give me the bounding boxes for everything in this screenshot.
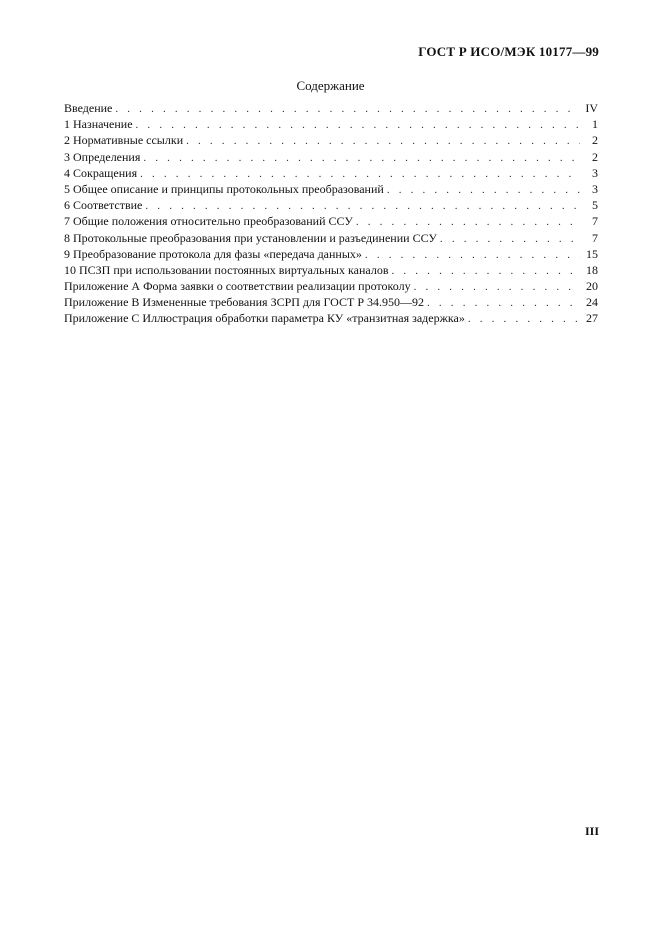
- toc-entry-page: 3: [592, 181, 598, 196]
- toc-entry-appendix-b[interactable]: [64, 294, 598, 310]
- toc-entry-page: 20: [586, 279, 598, 294]
- dot-leader: [115, 101, 580, 117]
- toc-entry-label: Приложение С Иллюстрация обработки параметра КУ «транзитная задержка»: [64, 311, 465, 326]
- toc-entry-1[interactable]: [64, 116, 598, 132]
- toc-entry-label: Приложение В Измененные требования ЗСРП для ГОСТ Р 34.950—92: [64, 295, 424, 310]
- toc-entry-page: 7: [592, 214, 598, 229]
- toc-entry-page: 1: [592, 117, 598, 132]
- toc-entry-page: 7: [592, 230, 598, 245]
- toc-entry-page: 15: [586, 246, 598, 261]
- toc-entry-7[interactable]: [64, 213, 598, 229]
- dot-leader: [427, 295, 580, 311]
- dot-leader: [365, 247, 580, 263]
- dot-leader: [414, 279, 580, 295]
- toc-entry-label: 3 Определения: [64, 149, 141, 164]
- toc-entry-3[interactable]: [64, 149, 598, 165]
- toc-entry-9[interactable]: [64, 246, 598, 262]
- toc-entry-page: 5: [592, 198, 598, 213]
- toc-entry-5[interactable]: [64, 181, 598, 197]
- dot-leader: [468, 311, 580, 327]
- toc-entry-10[interactable]: [64, 262, 598, 278]
- toc-entry-page: IV: [585, 101, 598, 115]
- toc-entry-label: 8 Протокольные преобразования при установлении и разъединении ССУ: [64, 230, 437, 245]
- toc-title: Содержание: [296, 78, 365, 93]
- toc-entry-label: 9 Преобразование протокола для фазы «передача данных»: [64, 246, 362, 261]
- toc-entry-4[interactable]: [64, 165, 598, 181]
- dot-leader: [440, 231, 580, 247]
- toc-entry-appendix-a[interactable]: [64, 278, 598, 294]
- toc-entry-label: Введение: [64, 101, 113, 115]
- toc-entry-label: Приложение А Форма заявки о соответствии реализации протоколу: [64, 279, 411, 294]
- document-header: ГОСТ Р ИСО/МЭК 10177—99: [418, 44, 599, 59]
- toc-entry-6[interactable]: [64, 197, 598, 213]
- toc-entry-8[interactable]: [64, 230, 598, 246]
- toc-entry-page: 27: [586, 311, 598, 326]
- toc-entry-label: 7 Общие положения относительно преобразований ССУ: [64, 214, 353, 229]
- toc-entry-label: 2 Нормативные ссылки: [64, 133, 184, 148]
- toc-entry-introduction[interactable]: [64, 100, 598, 116]
- dot-leader: [186, 133, 580, 149]
- dot-leader: [143, 150, 580, 166]
- toc-entry-label: 1 Назначение: [64, 117, 133, 132]
- toc-entry-label: 5 Общее описание и принципы протокольных преобразований: [64, 181, 384, 196]
- dot-leader: [391, 263, 580, 279]
- toc-entry-page: 2: [592, 149, 598, 164]
- dot-leader: [140, 166, 580, 182]
- dot-leader: [145, 198, 580, 214]
- dot-leader: [387, 182, 580, 198]
- toc-entry-appendix-c[interactable]: [64, 310, 598, 326]
- toc-entry-label: 10 ПСЗП при использовании постоянных виртуальных каналов: [64, 262, 389, 277]
- dot-leader: [356, 214, 580, 230]
- toc-entry-page: 2: [592, 133, 598, 148]
- toc-entry-page: 18: [586, 262, 598, 277]
- dot-leader: [136, 117, 580, 133]
- toc-entry-2[interactable]: [64, 132, 598, 148]
- toc-entry-page: 3: [592, 165, 598, 180]
- table-of-contents: [64, 100, 598, 327]
- toc-entry-label: 4 Сокращения: [64, 165, 138, 180]
- toc-entry-label: 6 Соответствие: [64, 198, 143, 213]
- toc-entry-page: 24: [586, 295, 598, 310]
- page-number: III: [584, 824, 599, 838]
